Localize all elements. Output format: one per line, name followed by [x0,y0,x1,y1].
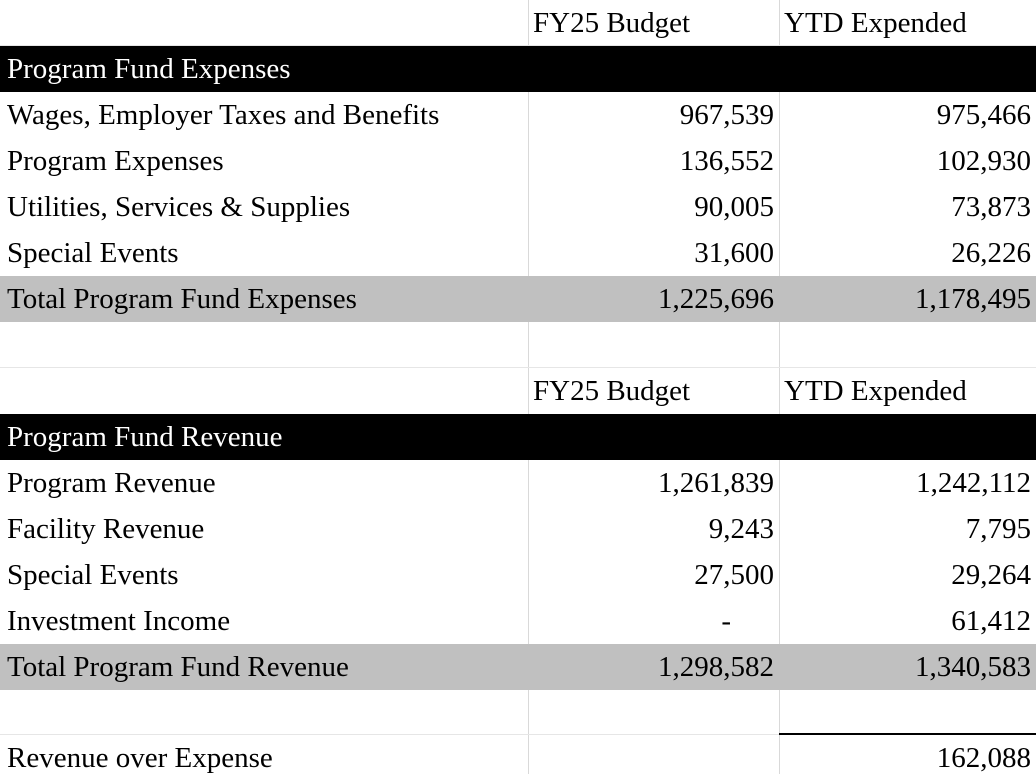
table-row [0,230,1036,276]
revenue-section-title-row [0,414,1036,460]
row-label[interactable]: Special Events [7,237,179,269]
col-header-budget[interactable]: FY25 Budget [533,7,691,39]
table-row [0,92,1036,138]
total-label[interactable]: Total Program Fund Revenue [7,651,349,683]
row-label[interactable]: Special Events [7,559,179,591]
table-row [0,552,1036,598]
table-row [0,460,1036,506]
ytd-cell[interactable]: 29,264 [951,559,1031,591]
budget-cell[interactable]: 90,005 [694,191,774,223]
total-ytd-cell[interactable]: 1,340,583 [915,651,1031,683]
ytd-cell[interactable]: 7,795 [965,513,1031,545]
summary-ytd-cell[interactable]: 162,088 [936,742,1031,774]
table-row [0,138,1036,184]
section-title[interactable]: Program Fund Expenses [7,53,291,85]
col-header-ytd[interactable]: YTD Expended [784,7,967,39]
ytd-cell[interactable]: 975,466 [936,99,1031,131]
row-label[interactable]: Program Revenue [7,467,216,499]
table-row [0,184,1036,230]
revenue-total-row [0,644,1036,690]
ytd-cell[interactable]: 73,873 [951,191,1031,223]
summary-row [0,735,1036,781]
expenses-section-title-row [0,46,1036,92]
budget-cell[interactable]: 136,552 [679,145,774,177]
ytd-cell[interactable]: 102,930 [936,145,1031,177]
table-row [0,598,1036,644]
budget-cell[interactable]: - [721,605,731,637]
budget-cell[interactable]: 1,261,839 [658,467,774,499]
row-label[interactable]: Investment Income [7,605,231,637]
budget-cell[interactable]: 9,243 [708,513,774,545]
expenses-header-row [0,0,1036,46]
expenses-total-row [0,276,1036,322]
row-label[interactable]: Wages, Employer Taxes and Benefits [7,99,440,131]
col-header-budget[interactable]: FY25 Budget [533,375,691,407]
row-label[interactable]: Program Expenses [7,145,224,177]
section-title[interactable]: Program Fund Revenue [7,421,283,453]
summary-label[interactable]: Revenue over Expense [7,742,273,774]
ytd-cell[interactable]: 1,242,112 [916,467,1031,499]
ytd-cell[interactable]: 61,412 [951,605,1031,637]
ytd-cell[interactable]: 26,226 [951,237,1031,269]
revenue-header-row [0,368,1036,414]
row-label[interactable]: Facility Revenue [7,513,205,545]
total-budget-cell[interactable]: 1,298,582 [658,651,774,683]
row-label[interactable]: Utilities, Services & Supplies [7,191,351,223]
table-row [0,506,1036,552]
total-ytd-cell[interactable]: 1,178,495 [915,283,1031,315]
budget-cell[interactable]: 967,539 [679,99,774,131]
total-budget-cell[interactable]: 1,225,696 [658,283,774,315]
budget-cell[interactable]: 31,600 [694,237,774,269]
budget-cell[interactable]: 27,500 [694,559,774,591]
col-header-ytd[interactable]: YTD Expended [784,375,967,407]
total-label[interactable]: Total Program Fund Expenses [7,283,357,315]
